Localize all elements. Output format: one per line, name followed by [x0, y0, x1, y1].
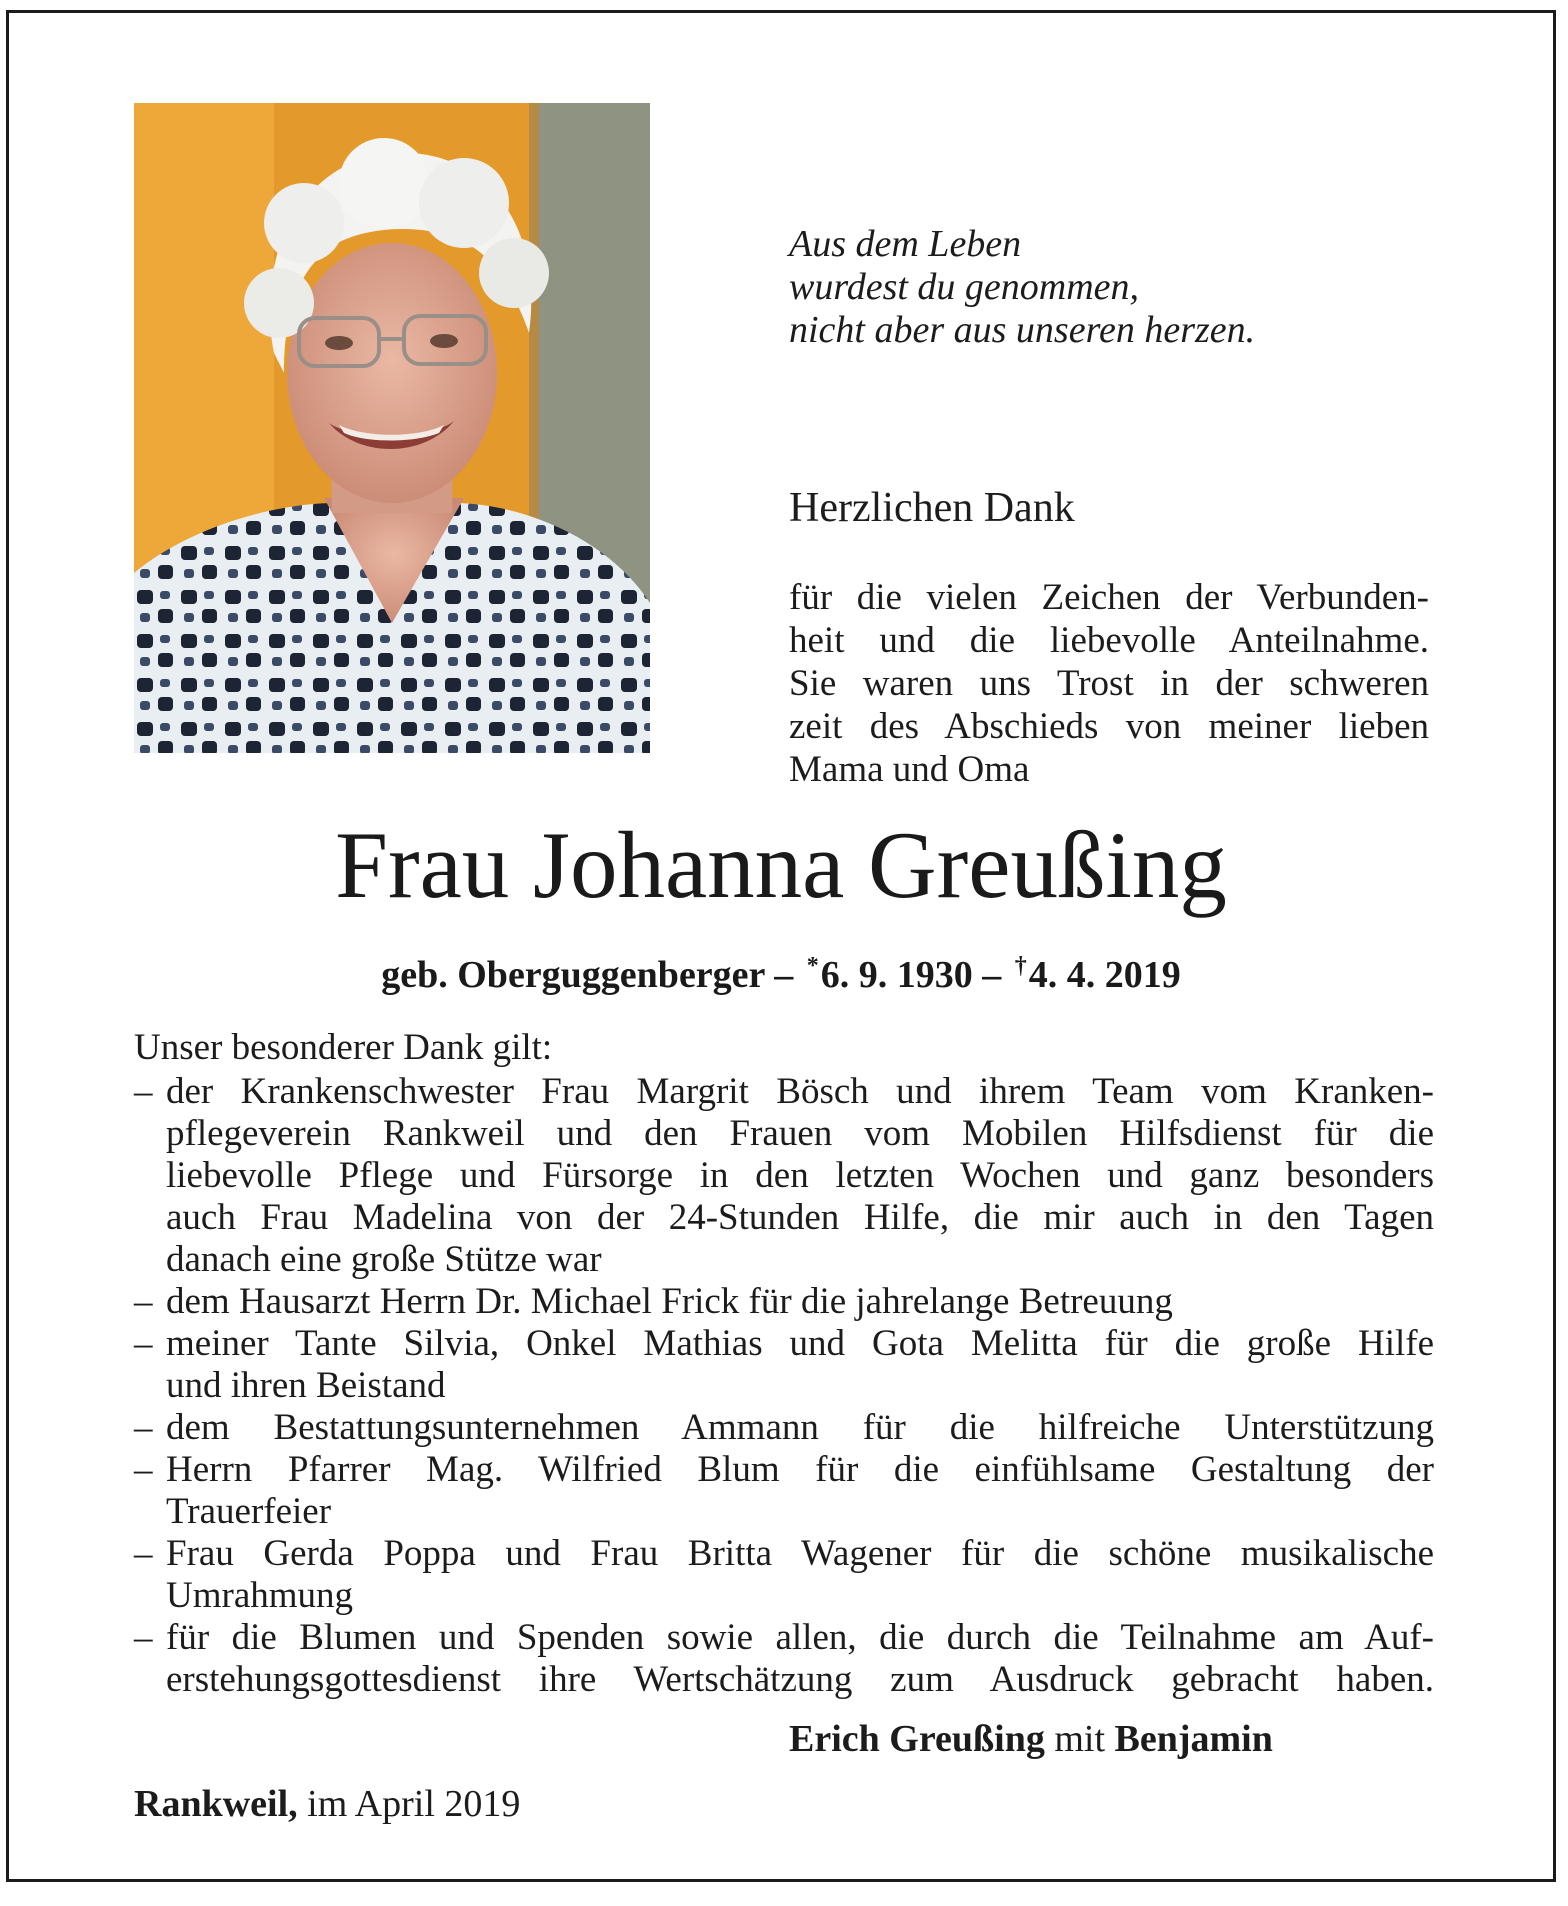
item-line: und ihren Beistand [166, 1365, 446, 1406]
thanks-line: zeit des Abschieds von meiner lieben [789, 706, 1429, 747]
gratitude-intro: Unser besonderer Dank gilt: [134, 1027, 553, 1068]
signature-connector: mit [1054, 1718, 1106, 1760]
thanks-line: heit und die liebevolle Anteilnahme. [789, 620, 1429, 661]
item-line: für die Blumen und Spenden sowie allen, die durch die Teilnahme am Auf- [166, 1617, 1434, 1658]
birth-death-line [9, 943, 1553, 998]
item-line: dem Hausarzt Herrn Dr. Michael Frick für die jahrelange Betreuung [166, 1281, 1173, 1322]
item-line: Trauerfeier [166, 1491, 332, 1532]
item-line: Umrahmung [166, 1575, 354, 1616]
quote-line: wurdest du genommen, [789, 266, 1140, 308]
separator: – [982, 954, 1002, 996]
gratitude-item [134, 1407, 1434, 1449]
thanks-paragraph [789, 576, 1429, 791]
separator: – [774, 954, 794, 996]
item-line: der Krankenschwester Frau Margrit Bösch und ihrem Team vom Kranken- [166, 1071, 1434, 1112]
quote-line: Aus dem Leben [789, 223, 1022, 265]
dash: – [134, 1281, 153, 1322]
gratitude-item [134, 1071, 1434, 1281]
quote-line: nicht aber aus unseren herzen. [789, 309, 1256, 351]
item-line: danach eine große Stütze war [166, 1239, 602, 1280]
dash: – [134, 1071, 153, 1112]
death-symbol: † [1014, 953, 1027, 979]
gratitude-item [134, 1533, 1434, 1617]
dash: – [134, 1407, 153, 1448]
signer-name: Erich Greußing [789, 1718, 1045, 1760]
item-line: erstehungsgottesdienst ihre Wertschätzung zum Ausdruck gebracht haben. [166, 1659, 1434, 1700]
item-line: auch Frau Madelina von der 24-Stunden Hilfe, die mir auch in den Tagen [166, 1197, 1434, 1238]
memorial-quote [789, 223, 1489, 352]
deceased-name: Frau Johanna Greußing [335, 812, 1227, 918]
gratitude-item [134, 1323, 1434, 1407]
item-line: liebevolle Pflege und Fürsorge in den letzten Wochen und ganz besonders [166, 1155, 1434, 1196]
thanks-line: für die vielen Zeichen der Verbunden- [789, 577, 1429, 618]
signature [789, 1716, 1273, 1762]
thanks-line: Sie waren uns Trost in der schweren [789, 663, 1429, 704]
portrait-photo [134, 103, 650, 753]
item-line: meiner Tante Silvia, Onkel Mathias und Gota Melitta für die große Hilfe [166, 1323, 1434, 1364]
place: Rankweil, [134, 1783, 298, 1825]
gratitude-item [134, 1449, 1434, 1533]
thanks-heading: Herzlichen Dank [789, 485, 1075, 531]
death-date: 4. 4. 2019 [1028, 954, 1181, 996]
thanks-line: Mama und Oma [789, 749, 1030, 790]
birth-symbol: * [806, 953, 819, 979]
obituary-notice [6, 10, 1556, 1882]
place-date [134, 1781, 520, 1827]
date: im April 2019 [307, 1783, 521, 1825]
birth-date: 6. 9. 1930 [820, 954, 973, 996]
gratitude-item [134, 1617, 1434, 1701]
dash: – [134, 1533, 153, 1574]
item-line: pflegeverein Rankweil und den Frauen vom Mobilen Hilfsdienst für die [166, 1113, 1434, 1154]
dash: – [134, 1449, 153, 1490]
item-line: Frau Gerda Poppa und Frau Britta Wagener für die schöne musikalische [166, 1533, 1434, 1574]
gratitude-list [134, 1071, 1434, 1701]
item-line: dem Bestattungsunternehmen Ammann für die hilfreiche Unterstützung [166, 1407, 1434, 1448]
maiden-name: geb. Oberguggenberger [381, 954, 765, 996]
dash: – [134, 1617, 153, 1658]
signer-name: Benjamin [1114, 1718, 1273, 1760]
item-line: Herrn Pfarrer Mag. Wilfried Blum für die einfühlsame Gestaltung der [166, 1449, 1434, 1490]
dash: – [134, 1323, 153, 1364]
gratitude-item [134, 1281, 1434, 1323]
